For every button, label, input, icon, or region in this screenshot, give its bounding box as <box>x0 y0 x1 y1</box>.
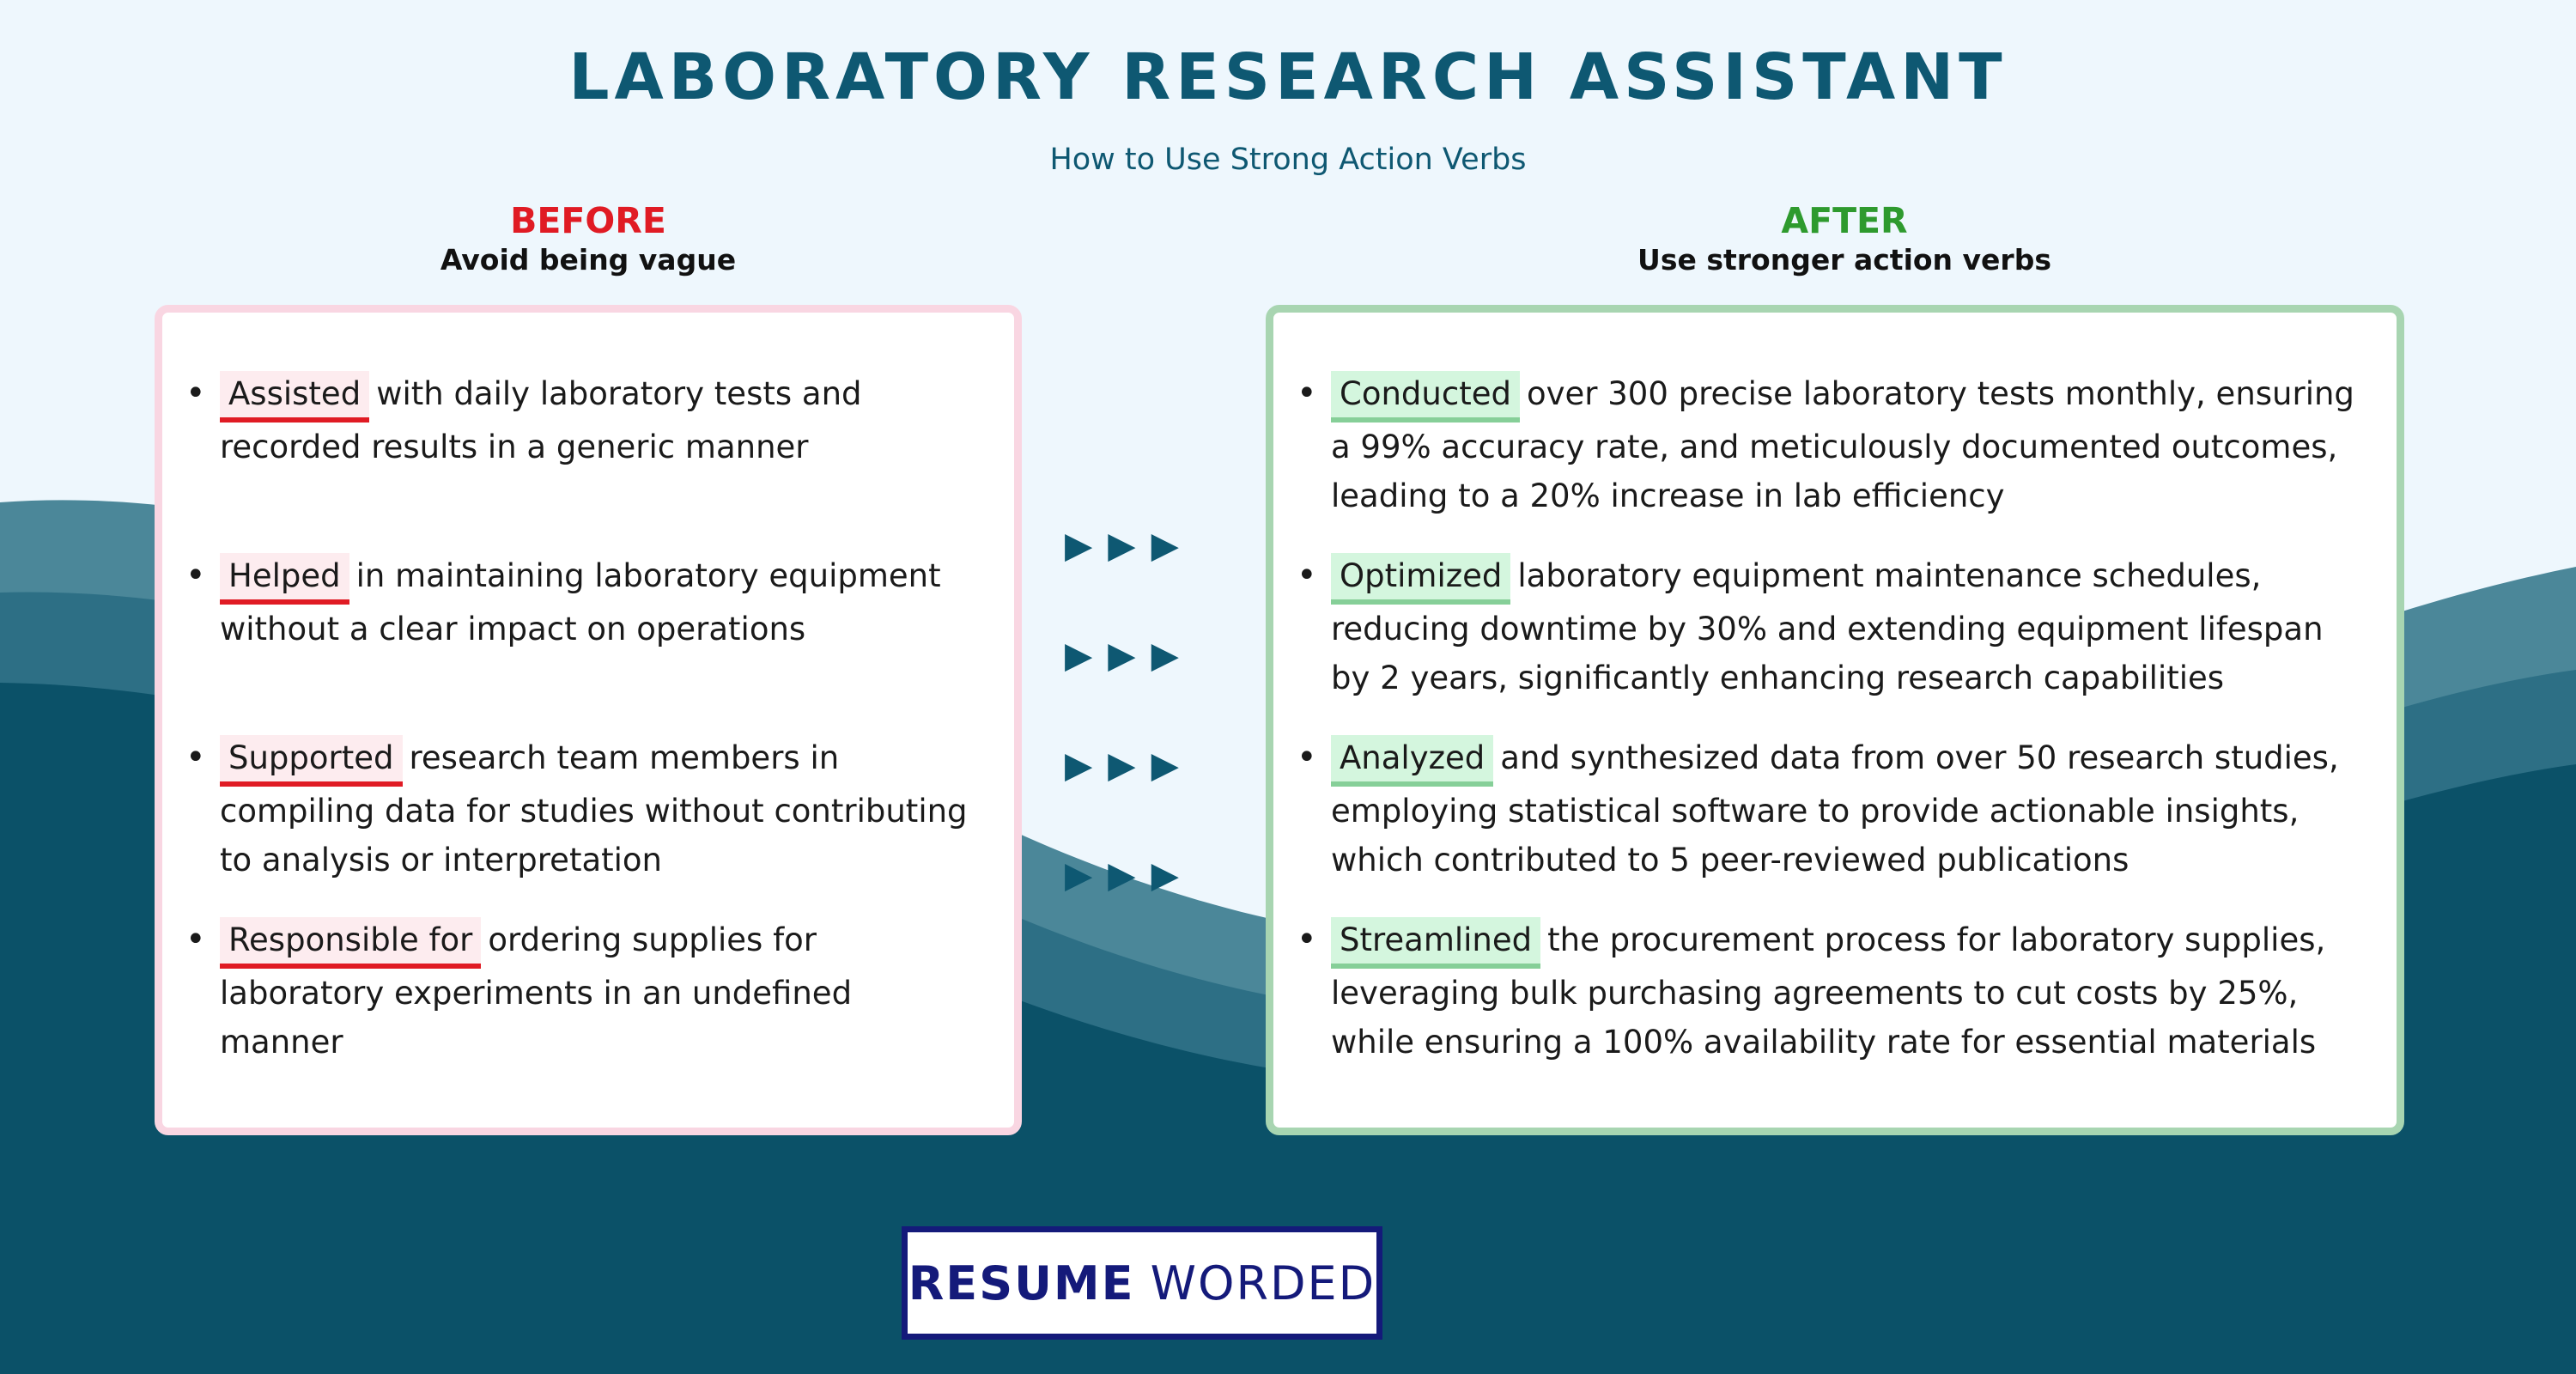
weak-verb: Helped <box>220 553 349 605</box>
arrow-icon: ▶▶▶ <box>1065 854 1194 896</box>
page-subtitle: How to Use Strong Action Verbs <box>1049 143 1527 177</box>
before-item <box>185 369 975 471</box>
logo-light-text: WORDED <box>1150 1255 1376 1310</box>
before-item-text: ordering supplies for laboratory experiments in an undefined manner <box>220 921 853 1061</box>
before-subheading: Avoid being vague <box>440 243 737 277</box>
strong-verb: Streamlined <box>1331 917 1540 969</box>
after-subheading: Use stronger action verbs <box>1637 243 2051 277</box>
before-heading-block <box>142 199 1035 278</box>
before-item-text: research team members in compiling data for studies without contributing to analysis or interpretation <box>220 739 968 879</box>
after-item-text: and synthesized data from over 50 research studies, employing statistical software to provide actionable insights, which contributed to 5 peer-reviewed publications <box>1331 739 2339 879</box>
before-item-text: in maintaining laboratory equipment without a clear impact on operations <box>220 557 941 647</box>
arrow-icon: ▶▶▶ <box>1065 524 1194 566</box>
after-item-text: over 300 precise laboratory tests monthly, ensuring a 99% accuracy rate, and meticulously documented outcomes, leading to a 20% increase in lab efficiency <box>1331 375 2354 514</box>
resume-worded-logo <box>902 1226 1382 1340</box>
weak-verb: Supported <box>220 735 403 787</box>
before-item <box>185 551 975 654</box>
strong-verb: Analyzed <box>1331 735 1493 787</box>
after-item <box>1297 369 2361 520</box>
before-heading: BEFORE <box>510 200 666 241</box>
after-heading-block <box>1398 199 2291 278</box>
after-item-text: the procurement process for laboratory supplies, leveraging bulk purchasing agreements to cut costs by 25%, while ensuring a 100% availability rate for essential materials <box>1331 921 2326 1061</box>
bullet-dot: • <box>185 556 206 595</box>
bullet-dot: • <box>1297 920 1317 959</box>
bullet-dot: • <box>1297 738 1317 777</box>
bullet-dot: • <box>185 920 206 959</box>
page-title: LABORATORY RESEARCH ASSISTANT <box>568 40 2008 114</box>
bullet-dot: • <box>185 374 206 413</box>
after-item <box>1297 915 2361 1067</box>
arrow-icon: ▶▶▶ <box>1065 634 1194 676</box>
after-item <box>1297 551 2361 702</box>
weak-verb: Assisted <box>220 371 369 423</box>
bullet-dot: • <box>1297 556 1317 595</box>
before-item <box>185 915 975 1067</box>
bullet-dot: • <box>185 738 206 777</box>
before-item-text: with daily laboratory tests and recorded results in a generic manner <box>220 375 862 465</box>
strong-verb: Optimized <box>1331 553 1510 605</box>
logo-bold-text: RESUME <box>908 1255 1135 1310</box>
after-heading: AFTER <box>1781 200 1908 241</box>
weak-verb: Responsible for <box>220 917 481 969</box>
after-item <box>1297 733 2361 885</box>
before-item <box>185 733 975 885</box>
after-item-text: laboratory equipment maintenance schedules, reducing downtime by 30% and extending equipment lifespan by 2 years, significantly enhancing research capabilities <box>1331 557 2324 696</box>
bullet-dot: • <box>1297 374 1317 413</box>
strong-verb: Conducted <box>1331 371 1520 423</box>
arrow-icon: ▶▶▶ <box>1065 744 1194 786</box>
